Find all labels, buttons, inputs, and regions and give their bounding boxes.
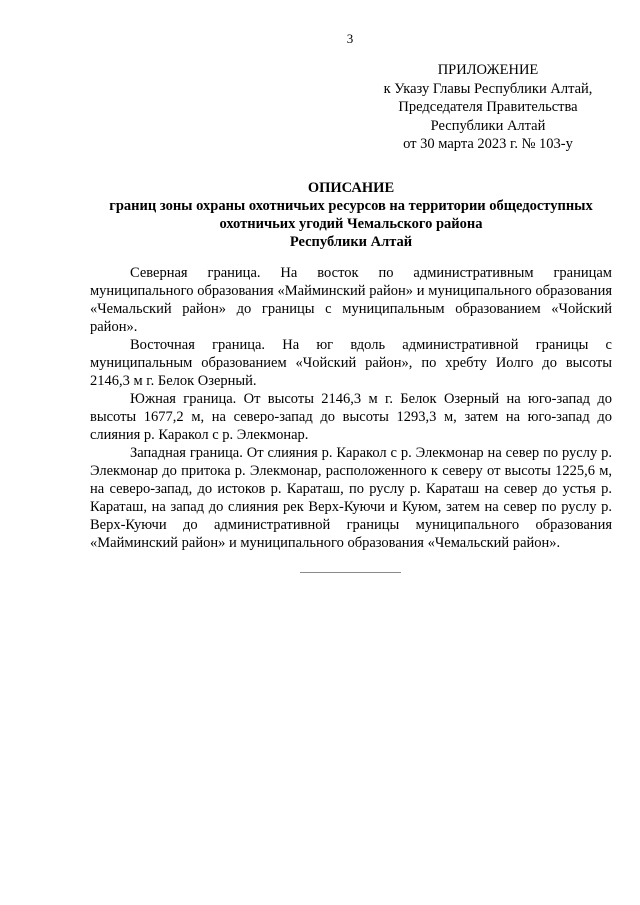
document-title: ОПИСАНИЕ [307, 180, 395, 196]
document-body [90, 264, 612, 552]
document-heading [90, 179, 612, 251]
west-border-paragraph: Западная граница. От слияния р. Каракол с р. Элекмонар на север по руслу р. Элекмонар до притока р. Элекмонар, расположенного к северу от высоты 1225,6 м, на северо-запад, до истоков р. Караташ, по руслу р. Караташ на север до устья р. Караташ, на запад до слияния рек Верх-Куючи и Куюм, затем на север по руслу р. Верх-Куючи до административной границы муниципального образования «Майминский район» и муниципального образования «Чемальский район». [90, 445, 612, 551]
appendix-header [368, 61, 608, 154]
appendix-date-line: от 30 марта 2023 г. № 103-у [403, 136, 573, 152]
appendix-chairman-line: Председателя Правительства [398, 99, 578, 115]
end-separator-line [300, 572, 401, 573]
north-border-paragraph: Северная граница. На восток по административным границам муниципального образования «Майминский район» и муниципального образования «Чемальский район» до границы с муниципальным образованием «Чойский район». [90, 265, 612, 335]
page-number: 3 [346, 31, 354, 46]
appendix-republic-line: Республики Алтай [430, 117, 546, 134]
east-border-paragraph: Восточная граница. На юг вдоль административной границы с муниципальным образованием «Чойский район», по хребту Иолго до высоты 2146,3 м г. Белок Озерный. [90, 337, 612, 389]
document-subtitle-line3: Республики Алтай [289, 234, 413, 250]
south-border-paragraph: Южная граница. От высоты 2146,3 м г. Белок Озерный на юго-запад до высоты 1677,2 м, на северо-запад до высоты 1293,3 м, затем на юго-запад до слияния р. Каракол с р. Элекмонар. [90, 391, 612, 443]
document-subtitle-line2: охотничьих угодий Чемальского района [219, 216, 483, 232]
appendix-decree-line: к Указу Главы Республики Алтай, [383, 80, 593, 97]
document-subtitle-line1: границ зоны охраны охотничьих ресурсов на территории общедоступных [109, 198, 593, 214]
appendix-title: ПРИЛОЖЕНИЕ [437, 62, 539, 78]
